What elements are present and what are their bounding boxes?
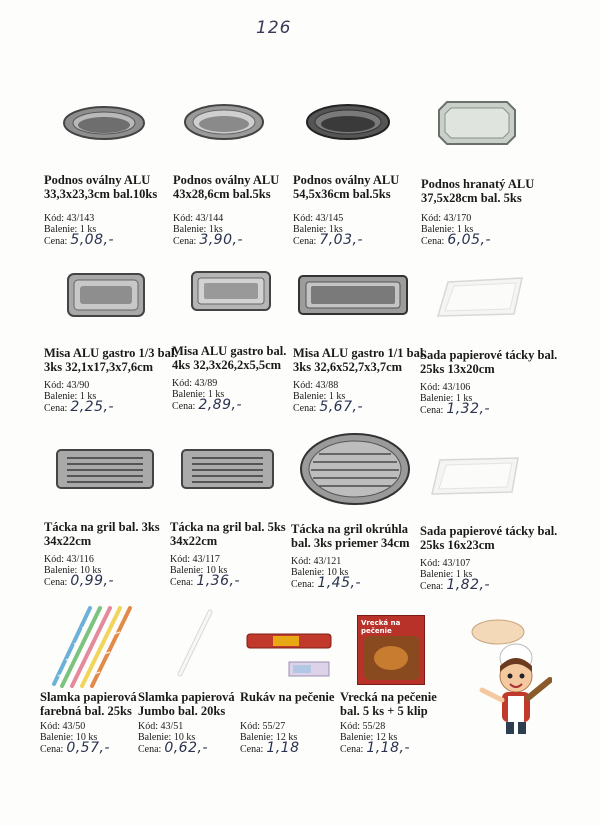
product-name: Tácka na gril bal. 3ks 34x22cm	[44, 520, 160, 548]
package-label: Balenie:	[240, 732, 274, 743]
product-package: 10 ks	[326, 567, 349, 578]
price-label: Cena:	[420, 581, 444, 592]
product-card	[172, 344, 307, 411]
product-package: 1 ks	[207, 389, 225, 400]
product-package: 12 ks	[275, 732, 298, 743]
product-code: 43/90	[66, 380, 90, 391]
product-name: Tácka na gril okrúhla bal. 3ks priemer 34cm	[291, 522, 410, 550]
octagonal-tray-icon	[437, 100, 517, 146]
package-label: Balenie:	[293, 391, 327, 402]
product-code: 55/27	[262, 721, 286, 732]
product-code: 43/88	[315, 380, 339, 391]
paper-tray-icon	[430, 456, 522, 496]
grill-tray-icon	[55, 448, 155, 490]
product-price: 2,89,-	[198, 397, 243, 413]
product-package: 1 ks	[79, 224, 97, 235]
product-card	[293, 173, 428, 246]
price-label: Cena:	[172, 401, 196, 412]
product-price: 5,67,-	[319, 399, 364, 415]
chef-mascot-icon	[458, 618, 552, 736]
oval-aluminium-tray-icon	[62, 103, 146, 143]
price-label: Cena:	[44, 577, 68, 588]
package-label: Balenie:	[340, 732, 374, 743]
product-code: 55/28	[362, 721, 386, 732]
package-label: Balenie:	[420, 393, 454, 404]
package-label: Balenie:	[172, 389, 206, 400]
product-price: 1,32,-	[446, 401, 491, 417]
roasting-sleeve-icon	[243, 624, 335, 686]
code-label: Kód:	[172, 378, 192, 389]
deep-aluminium-dish-icon	[66, 270, 146, 320]
code-label: Kód:	[293, 213, 313, 224]
product-code: 43/145	[315, 213, 344, 224]
product-name: Rukáv na pečenie	[240, 690, 335, 704]
product-package: 1 ks	[328, 391, 346, 402]
package-label: Balenie:	[170, 565, 204, 576]
product-price: 1,82,-	[446, 577, 491, 593]
product-code: 43/144	[195, 213, 224, 224]
product-name: Misa ALU gastro 1/3 bal. 3ks 32,1x17,3x7,6cm	[44, 346, 178, 374]
product-package: 10 ks	[75, 732, 98, 743]
product-card	[293, 346, 428, 413]
code-label: Kód:	[173, 213, 193, 224]
product-code: 43/107	[442, 558, 471, 569]
product-name: Podnos oválny ALU 43x28,6cm bal.5ks	[173, 173, 280, 201]
price-label: Cena:	[44, 236, 68, 247]
price-label: Cena:	[293, 403, 317, 414]
product-name: Vrecká na pečenie bal. 5 ks + 5 klip	[340, 690, 437, 718]
price-label: Cena:	[240, 744, 264, 755]
package-label: Balenie:	[173, 224, 207, 235]
price-label: Cena:	[44, 403, 68, 414]
code-label: Kód:	[44, 554, 64, 565]
product-code: 43/116	[66, 554, 94, 565]
price-label: Cena:	[340, 744, 364, 755]
product-price: 5,08,-	[70, 232, 115, 248]
product-card	[44, 346, 179, 413]
product-card	[40, 690, 145, 754]
product-package: 1 ks	[456, 224, 474, 235]
product-card	[44, 173, 179, 246]
price-label: Cena:	[421, 236, 445, 247]
product-package: 10 ks	[173, 732, 196, 743]
product-name: Slamka papierová farebná bal. 25ks	[40, 690, 137, 718]
price-label: Cena:	[293, 236, 317, 247]
code-label: Kód:	[44, 213, 64, 224]
code-label: Kód:	[240, 721, 260, 732]
code-label: Kód:	[420, 558, 440, 569]
product-package: 12 ks	[375, 732, 398, 743]
price-label: Cena:	[40, 744, 64, 755]
product-card	[420, 524, 580, 591]
box-title: Vrecká na pečenie	[361, 619, 401, 635]
code-label: Kód:	[138, 721, 158, 732]
price-label: Cena:	[420, 405, 444, 416]
package-label: Balenie:	[138, 732, 172, 743]
product-card	[291, 522, 426, 589]
product-card	[44, 520, 179, 587]
product-name: Misa ALU gastro bal. 4ks 32,3x26,2x5,5cm	[172, 344, 287, 372]
package-label: Balenie:	[44, 224, 78, 235]
package-label: Balenie:	[421, 224, 455, 235]
price-label: Cena:	[138, 744, 162, 755]
product-package: 1ks	[208, 224, 223, 235]
product-price: 6,05,-	[447, 232, 492, 248]
package-label: Balenie:	[291, 567, 325, 578]
product-price: 3,90,-	[199, 232, 244, 248]
product-price: 0,99,-	[70, 573, 115, 589]
code-label: Kód:	[293, 380, 313, 391]
product-package: 1ks	[328, 224, 343, 235]
product-package: 10 ks	[79, 565, 102, 576]
price-label: Cena:	[291, 579, 315, 590]
roasting-bag-box-icon	[357, 615, 425, 685]
product-code: 43/143	[66, 213, 95, 224]
price-label: Cena:	[170, 577, 194, 588]
product-name: Sada papierové tácky bal. 25ks 13x20cm	[420, 348, 558, 376]
product-card	[240, 690, 340, 754]
product-name: Slamka papierová Jumbo bal. 20ks	[138, 690, 235, 718]
product-code: 43/117	[192, 554, 220, 565]
colored-straws-icon	[50, 604, 134, 688]
price-label: Cena:	[173, 236, 197, 247]
product-card	[420, 348, 580, 415]
product-name: Podnos hranatý ALU 37,5x28cm bal. 5ks	[421, 177, 535, 205]
product-card	[421, 177, 556, 246]
product-price: 1,18,-	[366, 740, 411, 756]
product-price: 0,62,-	[164, 740, 209, 756]
code-label: Kód:	[291, 556, 311, 567]
product-price: 1,36,-	[196, 573, 241, 589]
product-name: Tácka na gril bal. 5ks 34x22cm	[170, 520, 286, 548]
white-straw-icon	[174, 608, 214, 678]
product-card	[138, 690, 243, 754]
package-label: Balenie:	[293, 224, 327, 235]
product-name: Sada papierové tácky bal. 25ks 16x23cm	[420, 524, 558, 552]
product-card	[173, 173, 308, 246]
product-code: 43/170	[443, 213, 472, 224]
product-code: 43/89	[194, 378, 218, 389]
product-price: 2,25,-	[70, 399, 115, 415]
flat-aluminium-dish-icon	[297, 274, 409, 316]
product-name: Podnos oválny ALU 54,5x36cm bal.5ks	[293, 173, 400, 201]
product-code: 43/106	[442, 382, 471, 393]
oval-aluminium-tray-icon	[183, 102, 265, 142]
page-number: 126	[256, 18, 292, 38]
product-package: 10 ks	[205, 565, 228, 576]
package-label: Balenie:	[44, 565, 78, 576]
aluminium-dish-icon	[190, 270, 272, 312]
product-price: 0,57,-	[66, 740, 111, 756]
product-card	[170, 520, 305, 587]
product-code: 43/121	[313, 556, 342, 567]
code-label: Kód:	[420, 382, 440, 393]
product-name: Misa ALU gastro 1/1 bal. 3ks 32,6x52,7x3,7cm	[293, 346, 427, 374]
product-price: 1,18	[266, 740, 300, 756]
paper-tray-icon	[436, 276, 526, 318]
code-label: Kód:	[340, 721, 360, 732]
code-label: Kód:	[40, 721, 60, 732]
package-label: Balenie:	[420, 569, 454, 580]
round-grill-tray-icon	[299, 432, 411, 506]
product-code: 43/50	[62, 721, 86, 732]
product-price: 7,03,-	[319, 232, 364, 248]
package-label: Balenie:	[44, 391, 78, 402]
grill-tray-icon	[180, 448, 275, 490]
code-label: Kód:	[170, 554, 190, 565]
package-label: Balenie:	[40, 732, 74, 743]
product-code: 43/51	[160, 721, 184, 732]
product-card	[340, 690, 450, 754]
oval-dark-tray-icon	[305, 102, 391, 142]
product-price: 1,45,-	[317, 575, 362, 591]
product-package: 1 ks	[79, 391, 97, 402]
code-label: Kód:	[44, 380, 64, 391]
code-label: Kód:	[421, 213, 441, 224]
product-package: 1 ks	[455, 393, 473, 404]
product-name: Podnos oválny ALU 33,3x23,3cm bal.10ks	[44, 173, 158, 201]
product-package: 1 ks	[455, 569, 473, 580]
